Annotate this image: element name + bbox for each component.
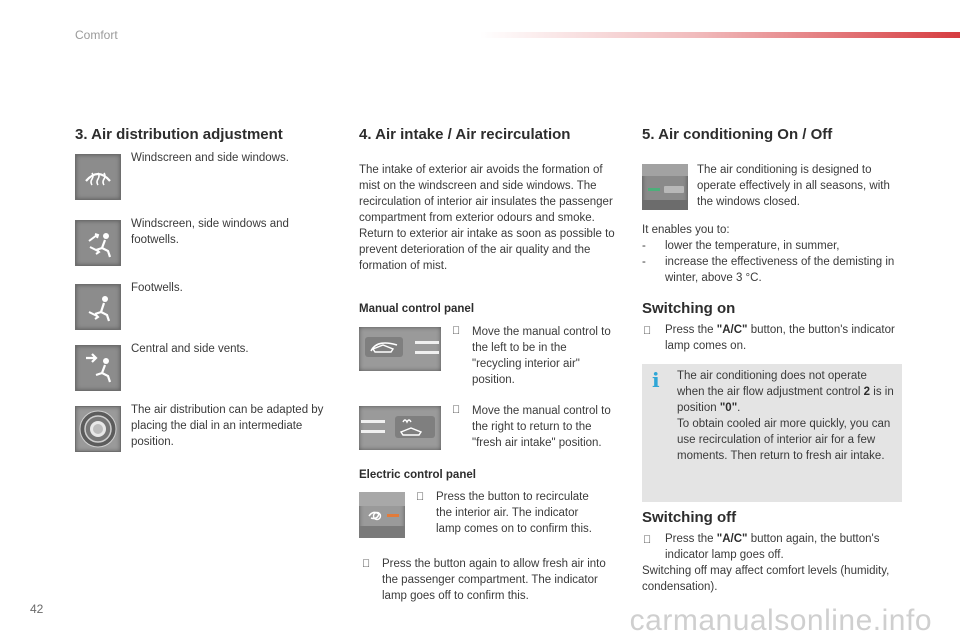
dash: -: [642, 256, 646, 268]
page-number: 42: [30, 602, 44, 616]
watermark: carmanualsonline.info: [629, 604, 932, 637]
electric-press-text: Press the button to recirculate the interior air. The indicator lamp comes on to confirm this.: [436, 491, 592, 535]
info-text-2: To obtain cooled air more quickly, you can use recirculation of interior air for a few moments. Then return to fresh air intake.: [677, 418, 891, 462]
switching-on-text: [665, 322, 895, 354]
distribution-item-text: Windscreen and side windows.: [131, 152, 289, 164]
distribution-dial-icon: [75, 406, 121, 452]
bullet-icon: [452, 404, 460, 416]
switching-on-pre: Press the: [665, 324, 717, 336]
switching-off-post: button again, the button's indicator lamp goes off.: [665, 533, 880, 561]
bullet-icon: [362, 558, 370, 570]
info-text-1: [677, 368, 895, 416]
ac-enables: It enables you to:: [642, 224, 730, 236]
manual-left-text: Move the manual control to the left to be in the "recycling interior air" position.: [472, 326, 611, 386]
switching-off-text: [665, 531, 905, 563]
section-label: Comfort: [75, 28, 118, 42]
air-intake-intro: The intake of exterior air avoids the formation of mist on the windscreen and side windows. The recirculation of interior air insulates the passenger compartment from exterior odours and smoke. Return to exterior air intake as soon as possible to prevent deterioration of the air quality and the formation of mist.: [359, 164, 615, 272]
windscreen-demist-icon: [75, 154, 121, 200]
switching-on-post: button, the button's indicator lamp comes on.: [665, 324, 895, 352]
info-val: "0": [719, 402, 738, 414]
switching-off-title: Switching off: [642, 509, 737, 526]
dash: -: [642, 240, 646, 252]
electric-recirc-button[interactable]: [359, 492, 405, 538]
distribution-item-text: Windscreen, side windows and footwells.: [131, 218, 289, 246]
ac-key-label: "A/C": [716, 533, 748, 545]
electric-again-text: Press the button again to allow fresh air into the passenger compartment. The indicator lamp goes off to confirm this.: [382, 558, 606, 602]
windscreen-footwell-icon: [75, 220, 121, 266]
info-icon: i: [652, 368, 660, 392]
ac-title: 5. Air conditioning On / Off: [642, 126, 833, 143]
distribution-item-text: The air distribution can be adapted by placing the dial in an intermediate position.: [131, 404, 324, 448]
switching-off-pre: Press the: [665, 533, 717, 545]
manual-panel-title: Manual control panel: [359, 303, 475, 315]
bullet-icon: [643, 534, 651, 546]
distribution-item-text: Central and side vents.: [131, 343, 249, 355]
bullet-icon: [452, 325, 460, 337]
ac-button-icon: [642, 164, 688, 210]
info-pre: The air conditioning does not operate when the air flow adjustment control: [677, 370, 867, 398]
info-mid: is in position: [677, 386, 894, 414]
switching-off-note: Switching off may affect comfort levels (humidity, condensation).: [642, 565, 890, 593]
manual-fresh-panel: [359, 406, 441, 450]
ac-key-label: "A/C": [716, 324, 748, 336]
electric-panel-title: Electric control panel: [359, 469, 476, 481]
info-end: .: [737, 402, 741, 414]
ac-intro: The air conditioning is designed to operate effectively in all seasons, with the windows closed.: [697, 164, 890, 208]
switching-on-title: Switching on: [642, 300, 736, 317]
ac-enables-item: increase the effectiveness of the demisting in winter, above 3 °C.: [665, 256, 895, 284]
vents-icon: [75, 345, 121, 391]
header-accent-bar: [480, 32, 960, 38]
ac-enables-item: lower the temperature, in summer,: [665, 240, 840, 252]
manual-right-text: Move the manual control to the right to return to the "fresh air intake" position.: [472, 405, 611, 449]
distribution-item-text: Footwells.: [131, 282, 183, 294]
manual-recirc-panel: [359, 327, 441, 371]
footwell-icon: [75, 284, 121, 330]
air-distribution-title: 3. Air distribution adjustment: [75, 126, 283, 143]
air-intake-title: 4. Air intake / Air recirculation: [359, 126, 571, 143]
bullet-icon: [643, 325, 651, 337]
bullet-icon: [416, 491, 424, 503]
info-key: 2: [863, 386, 871, 398]
